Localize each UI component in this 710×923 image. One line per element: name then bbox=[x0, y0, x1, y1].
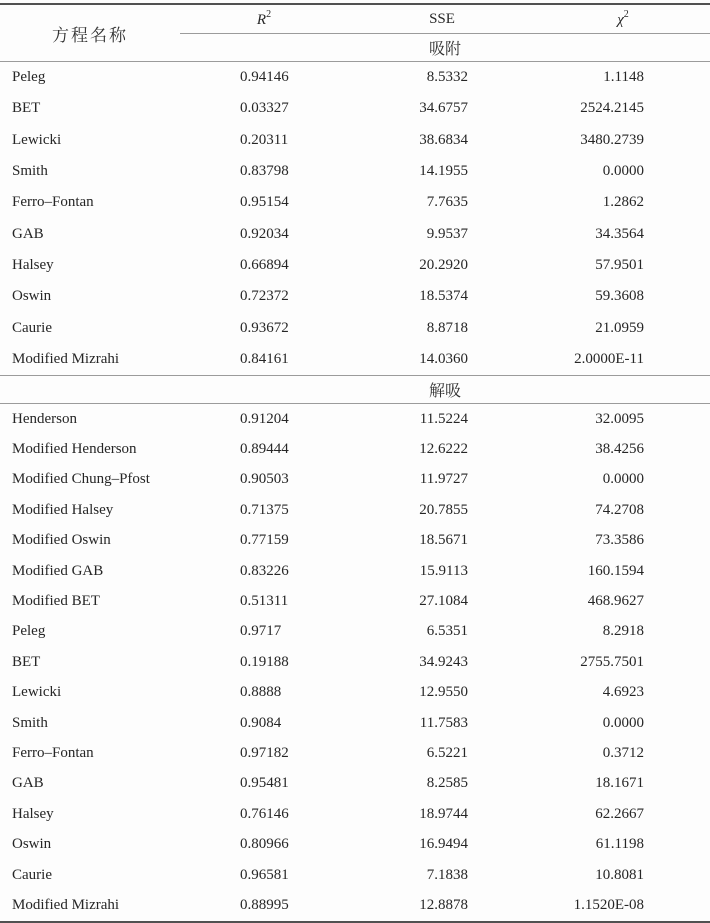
r2-value: 0.71375 bbox=[240, 501, 289, 518]
equation-name: Peleg bbox=[12, 623, 46, 640]
r2-value: 0.20311 bbox=[240, 131, 289, 148]
equation-name: Modified Chung–Pfost bbox=[12, 471, 150, 488]
table-row bbox=[0, 312, 710, 343]
equation-name: Modified Henderson bbox=[12, 441, 137, 458]
r2-value: 0.93672 bbox=[240, 319, 289, 336]
sse-value: 12.8878 bbox=[419, 896, 468, 913]
r2-value: 0.94146 bbox=[240, 69, 289, 86]
equation-name: Caurie bbox=[12, 866, 52, 883]
equation-name-header: 方程名称 bbox=[52, 25, 128, 45]
table-row bbox=[0, 187, 710, 218]
chi2-value: 57.9501 bbox=[595, 256, 644, 273]
r2-value: 0.9084 bbox=[240, 714, 282, 731]
table-row bbox=[0, 586, 710, 616]
chi2-value: 18.1671 bbox=[595, 775, 644, 792]
r2-value: 0.8888 bbox=[240, 684, 282, 701]
sse-value: 7.7635 bbox=[426, 194, 468, 211]
equation-name: Oswin bbox=[12, 836, 52, 853]
sse-value: 18.5671 bbox=[419, 532, 468, 549]
chi2-value: 8.2918 bbox=[602, 623, 644, 640]
section-label-adsorption: 吸附 bbox=[428, 41, 461, 58]
table-row bbox=[0, 617, 710, 647]
r2-value: 0.92034 bbox=[240, 225, 289, 242]
equation-name: GAB bbox=[12, 775, 44, 792]
r2-value: 0.97182 bbox=[240, 744, 289, 761]
chi2-value: 10.8081 bbox=[595, 866, 644, 883]
sse-value: 6.5351 bbox=[426, 623, 468, 640]
sse-value: 8.5332 bbox=[426, 69, 468, 86]
r2-value: 0.95154 bbox=[240, 194, 289, 211]
sse-value: 27.1084 bbox=[419, 593, 468, 609]
r2-value: 0.83798 bbox=[240, 163, 289, 180]
equation-name: Caurie bbox=[12, 319, 52, 336]
adsorption-section-rows bbox=[0, 62, 710, 375]
r2-value: 0.91204 bbox=[240, 410, 289, 427]
chi2-value: 2524.2145 bbox=[580, 100, 644, 117]
table-row bbox=[0, 799, 710, 829]
table-header bbox=[0, 5, 710, 62]
table-row bbox=[0, 556, 710, 586]
sse-value: 20.2920 bbox=[419, 256, 468, 273]
r2-value: 0.66894 bbox=[240, 256, 289, 273]
equation-name: Modified Oswin bbox=[12, 532, 111, 549]
r2-value: 0.19188 bbox=[240, 653, 289, 670]
sse-value: 14.1955 bbox=[419, 163, 468, 180]
r2-value: 0.51311 bbox=[240, 593, 289, 609]
chi2-value: 0.0000 bbox=[602, 714, 644, 731]
equation-name: Smith bbox=[12, 714, 48, 731]
chi2-value: 34.3564 bbox=[595, 225, 644, 242]
table-row bbox=[0, 404, 710, 434]
equation-name: Modified BET bbox=[12, 593, 100, 609]
equation-name: Halsey bbox=[12, 805, 54, 822]
chi2-value: 2755.7501 bbox=[580, 653, 644, 670]
table-row bbox=[0, 344, 710, 375]
equation-name: Modified Mizrahi bbox=[12, 896, 120, 913]
table-row bbox=[0, 829, 710, 859]
r2-value: 0.90503 bbox=[240, 471, 289, 488]
section-divider-desorption bbox=[0, 375, 710, 404]
r2-value: 0.9717 bbox=[240, 623, 282, 640]
chi2-value: 73.3586 bbox=[595, 532, 644, 549]
table-row bbox=[0, 125, 710, 156]
equation-name: Lewicki bbox=[12, 131, 62, 148]
chi2-value: 160.1594 bbox=[587, 562, 644, 579]
equation-name: Modified Halsey bbox=[12, 501, 114, 518]
chi2-value: 1.1520E-08 bbox=[573, 896, 644, 913]
chi2-value: 21.0959 bbox=[595, 319, 644, 336]
chi2-value: 0.3712 bbox=[602, 744, 644, 761]
r2-value: 0.95481 bbox=[240, 775, 289, 792]
sse-value: 7.1838 bbox=[426, 866, 468, 883]
table-row bbox=[0, 495, 710, 525]
col-header-r2: $R^2$ bbox=[256, 8, 272, 28]
table-row bbox=[0, 434, 710, 464]
r2-value: 0.83226 bbox=[240, 562, 289, 579]
chi2-value: 74.2708 bbox=[595, 501, 644, 518]
equation-name: Modified Mizrahi bbox=[12, 350, 120, 367]
equation-name: Ferro–Fontan bbox=[12, 194, 94, 211]
equation-name: GAB bbox=[12, 225, 44, 242]
chi2-value: 59.3608 bbox=[595, 288, 644, 305]
table-row bbox=[0, 93, 710, 124]
table-row bbox=[0, 708, 710, 738]
equation-name: BET bbox=[12, 100, 41, 117]
table-row bbox=[0, 769, 710, 799]
col-header-sse: SSE bbox=[429, 10, 455, 27]
equation-name: Ferro–Fontan bbox=[12, 744, 94, 761]
sse-value: 6.5221 bbox=[426, 744, 468, 761]
desorption-section-rows bbox=[0, 404, 710, 921]
equation-name: Smith bbox=[12, 163, 48, 180]
chi2-value: 61.1198 bbox=[595, 836, 644, 853]
chi2-value: 32.0095 bbox=[595, 410, 644, 427]
sse-value: 9.9537 bbox=[426, 225, 468, 242]
table-row bbox=[0, 738, 710, 768]
chi2-value: 468.9627 bbox=[587, 593, 644, 609]
chi2-value: 0.0000 bbox=[602, 471, 644, 488]
table-row bbox=[0, 218, 710, 249]
sse-value: 20.7855 bbox=[419, 501, 468, 518]
chi2-value: 62.2667 bbox=[595, 805, 644, 822]
metric-headers bbox=[180, 5, 710, 61]
chi2-value: 2.0000E-11 bbox=[574, 350, 644, 367]
table-row bbox=[0, 647, 710, 677]
chi2-value: 1.2862 bbox=[602, 194, 644, 211]
chi2-value: 38.4256 bbox=[595, 441, 644, 458]
col-header-chi2: $\chi^2$ bbox=[617, 8, 629, 28]
table-row bbox=[0, 465, 710, 495]
equation-name: Peleg bbox=[12, 69, 46, 86]
equation-name: Oswin bbox=[12, 288, 52, 305]
sse-value: 15.9113 bbox=[419, 562, 468, 579]
equation-name: Halsey bbox=[12, 256, 54, 273]
chi2-value: 4.6923 bbox=[602, 684, 644, 701]
sse-value: 11.9727 bbox=[419, 471, 468, 488]
r2-value: 0.76146 bbox=[240, 805, 289, 822]
table-row bbox=[0, 860, 710, 890]
sse-value: 8.8718 bbox=[426, 319, 468, 336]
sse-value: 12.9550 bbox=[419, 684, 468, 701]
chi2-value: 3480.2739 bbox=[580, 131, 644, 148]
sse-value: 34.9243 bbox=[419, 653, 468, 670]
table-row bbox=[0, 281, 710, 312]
sse-value: 11.5224 bbox=[419, 410, 468, 427]
sse-value: 18.5374 bbox=[419, 288, 468, 305]
sse-value: 14.0360 bbox=[419, 350, 468, 367]
r2-value: 0.88995 bbox=[240, 896, 289, 913]
sse-value: 16.9494 bbox=[419, 836, 468, 853]
table-row bbox=[0, 156, 710, 187]
equation-name: BET bbox=[12, 653, 41, 670]
r2-value: 0.89444 bbox=[240, 441, 289, 458]
sse-value: 12.6222 bbox=[419, 441, 468, 458]
chi2-value: 0.0000 bbox=[602, 163, 644, 180]
equation-name: Henderson bbox=[12, 410, 77, 427]
sse-value: 8.2585 bbox=[426, 775, 468, 792]
equation-name: Modified GAB bbox=[12, 562, 104, 579]
equation-name: Lewicki bbox=[12, 684, 62, 701]
r2-value: 0.77159 bbox=[240, 532, 289, 549]
table-row bbox=[0, 890, 710, 920]
table-row bbox=[0, 677, 710, 707]
r2-value: 0.72372 bbox=[240, 288, 289, 305]
sse-value: 38.6834 bbox=[419, 131, 468, 148]
table-row bbox=[0, 250, 710, 281]
model-fitting-results-table bbox=[0, 3, 710, 923]
table-row bbox=[0, 526, 710, 556]
r2-value: 0.80966 bbox=[240, 836, 289, 853]
chi2-value: 1.1148 bbox=[603, 69, 644, 86]
sse-value: 34.6757 bbox=[419, 100, 468, 117]
table-row bbox=[0, 62, 710, 93]
metric-header-row bbox=[180, 5, 710, 34]
r2-value: 0.84161 bbox=[240, 350, 289, 367]
sse-value: 11.7583 bbox=[419, 714, 468, 731]
sse-value: 18.9744 bbox=[419, 805, 468, 822]
r2-value: 0.03327 bbox=[240, 100, 289, 117]
r2-value: 0.96581 bbox=[240, 866, 289, 883]
section-label-desorption: 解吸 bbox=[428, 382, 461, 400]
